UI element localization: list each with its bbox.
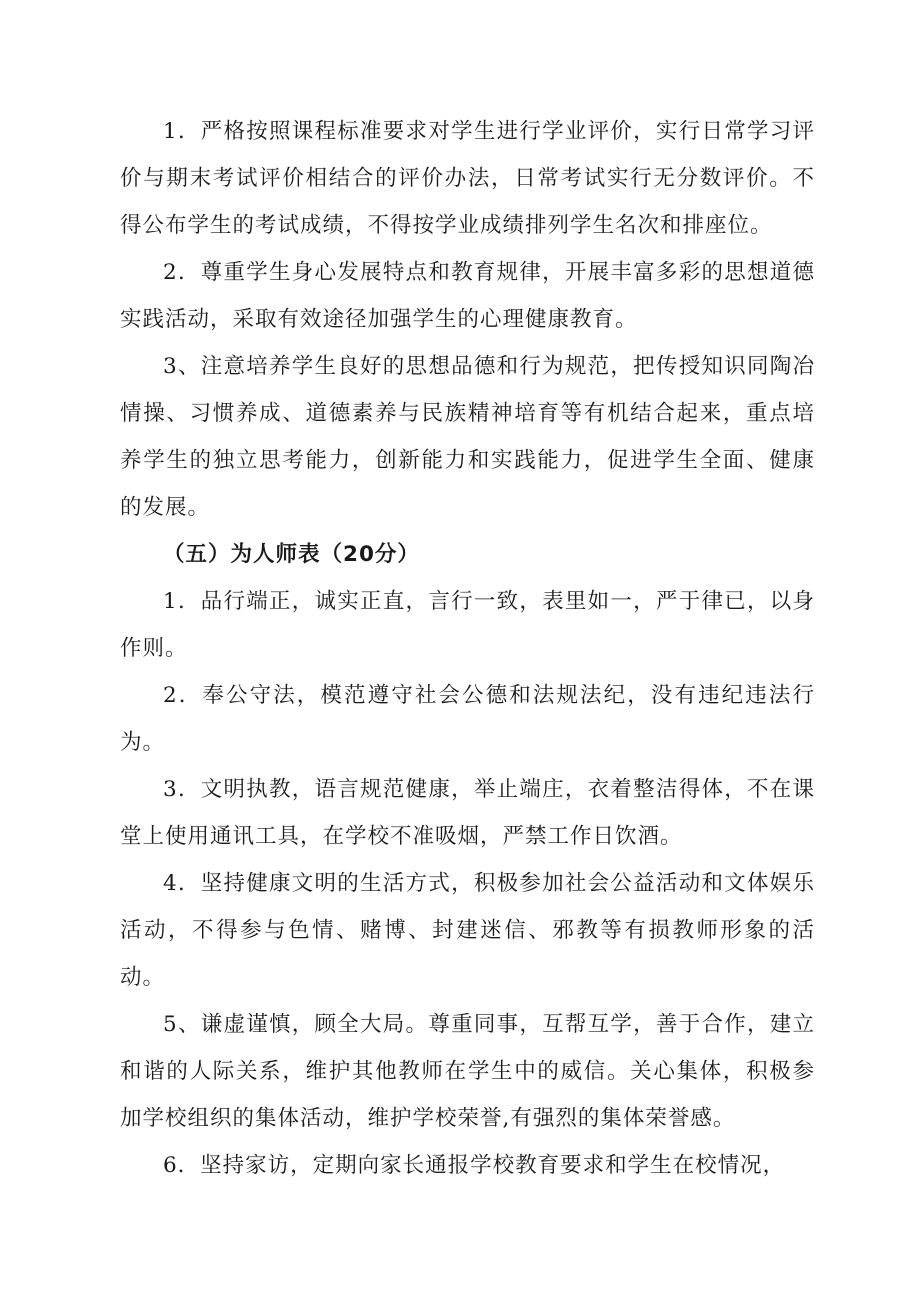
section-heading-role-model: （五）为人师表（20分）	[163, 542, 420, 567]
paragraph-academic-evaluation: 1．严格按照课程标准要求对学生进行学业评价，实行日常学习评价与期末考试评价相结合的评价办法，日常考试实行无分数评价。不得公布学生的考试成绩，不得按学业成绩排列学生名次和排座位。	[120, 119, 815, 238]
paragraph-home-visits: 6．坚持家访，定期向家长通报学校教育要求和学生在校情况，	[163, 1153, 786, 1178]
paragraph-integrity: 1．品行端正，诚实正直，言行一致，表里如一，严于律已，以身作则。	[120, 589, 815, 661]
paragraph-character-training: 3、注意培养学生良好的思想品德和行为规范，把传授知识同陶冶情操、习惯养成、道德素养与民族精神培育等有机结合起来，重点培养学生的独立思考能力，创新能力和实践能力，促进学生全面、健康的发展。	[120, 354, 815, 520]
paragraph-moral-practice: 2．尊重学生身心发展特点和教育规律，开展丰富多彩的思想道德实践活动，采取有效途径加强学生的心理健康教育。	[120, 260, 815, 332]
document-body	[120, 108, 815, 1189]
paragraph-teamwork: 5、谦虚谨慎，顾全大局。尊重同事，互帮互学，善于合作，建立和谐的人际关系，维护其他教师在学生中的威信。关心集体，积极参加学校组织的集体活动，维护学校荣誉,有强烈的集体荣誉感。	[120, 1012, 815, 1131]
paragraph-law-abiding: 2．奉公守法，模范遵守社会公德和法规法纪，没有违纪违法行为。	[120, 683, 815, 755]
paragraph-healthy-lifestyle: 4．坚持健康文明的生活方式，积极参加社会公益活动和文体娱乐活动，不得参与色情、赌博、封建迷信、邪教等有损教师形象的活动。	[120, 871, 815, 990]
paragraph-civil-teaching: 3．文明执教，语言规范健康，举止端庄，衣着整洁得体，不在课堂上使用通讯工具，在学校不准吸烟，严禁工作日饮酒。	[120, 777, 815, 849]
